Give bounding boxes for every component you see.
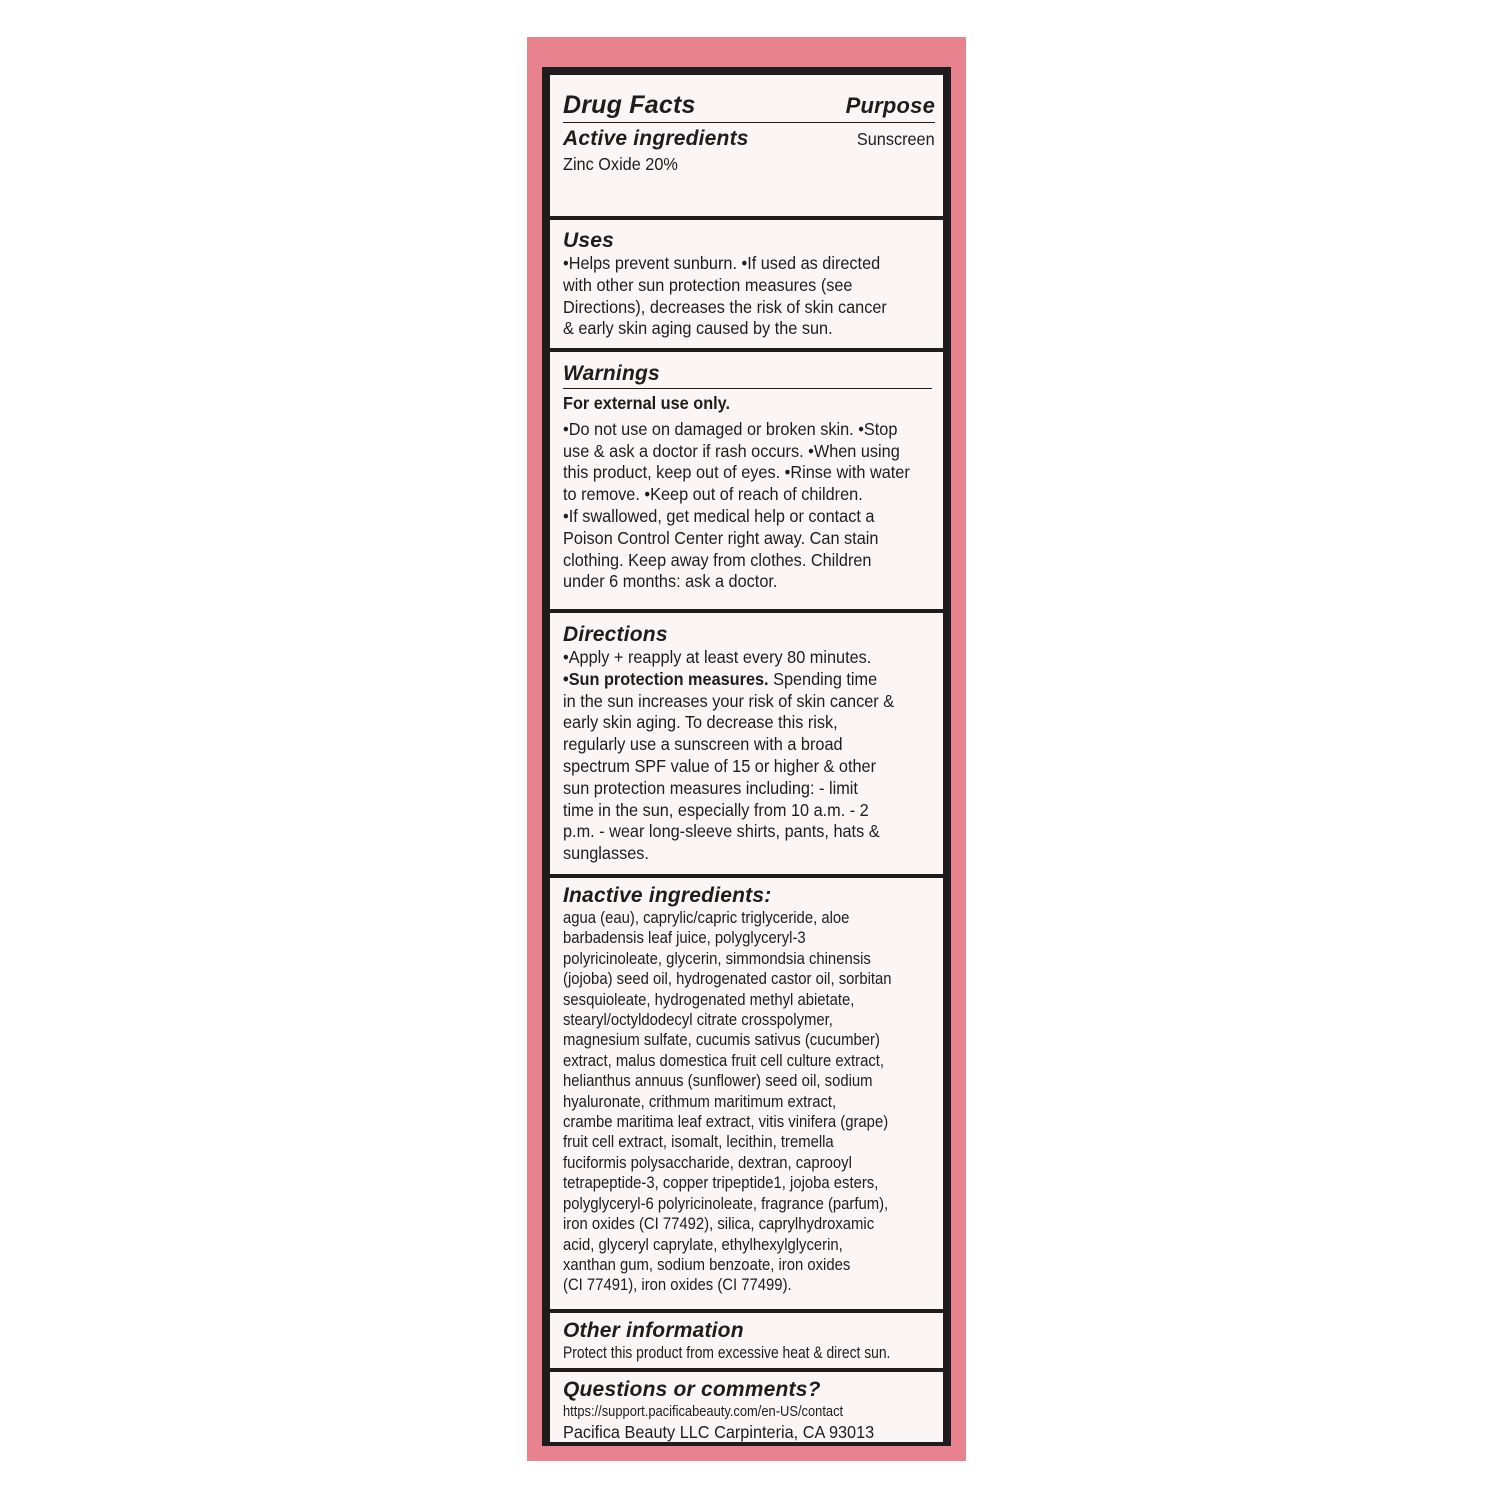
directions-line: time in the sun, especially from 10 a.m. - 2 [563, 799, 869, 820]
warnings-line: Poison Control Center right away. Can stain [563, 527, 879, 548]
inactive-line: polyricinoleate, glycerin, simmondsia chinensis [563, 949, 871, 968]
uses-heading: Uses [563, 229, 615, 252]
inactive-line: hyaluronate, crithmum maritimum extract, [563, 1092, 837, 1111]
directions-line: early skin aging. To decrease this risk, [563, 712, 838, 733]
inactive-ingredients-section [550, 878, 943, 1309]
sun-protection-lead: •Sun protection measures. [563, 668, 769, 689]
warnings-line: under 6 months: ask a doctor. [563, 571, 778, 592]
directions-line-rest: Spending time [768, 668, 878, 689]
uses-line: •Helps prevent sunburn. •If used as directed [563, 253, 881, 273]
inactive-line: tetrapeptide-3, copper tripeptide1, jojoba esters, [563, 1174, 879, 1193]
active-ingredients-row [563, 127, 935, 151]
directions-line: sun protection measures including: - limit [563, 777, 858, 798]
inactive-line: fuciformis polysaccharide, dextran, caprooyl [563, 1153, 852, 1172]
other-information-text: Protect this product from excessive heat & direct sun. [563, 1344, 891, 1362]
inactive-line: helianthus annuus (sunflower) seed oil, sodium [563, 1072, 873, 1091]
active-ingredients-heading: Active ingredients [563, 127, 749, 150]
active-purpose: Sunscreen [857, 129, 935, 149]
drug-facts-title: Drug Facts [563, 91, 696, 119]
header-rule [563, 122, 935, 123]
purpose-label: Purpose [845, 93, 935, 118]
inactive-line: (CI 77491), iron oxides (CI 77499). [563, 1276, 792, 1295]
inactive-line: fruit cell extract, isomalt, lecithin, tremella [563, 1133, 834, 1152]
drug-facts-section [550, 75, 943, 216]
warnings-line: clothing. Keep away from clothes. Children [563, 549, 872, 570]
warnings-line: use & ask a doctor if rash occurs. •When using [563, 440, 900, 461]
directions-line: regularly use a sunscreen with a broad [563, 734, 843, 755]
questions-section [550, 1372, 943, 1442]
inactive-line: sesquioleate, hydrogenated methyl abietate, [563, 990, 855, 1009]
directions-line: sunglasses. [563, 843, 649, 864]
directions-heading: Directions [563, 623, 668, 646]
external-use-note: For external use only. [563, 393, 731, 413]
questions-heading: Questions or comments? [563, 1378, 821, 1401]
directions-section [550, 613, 943, 874]
inactive-line: iron oxides (CI 77492), silica, caprylhydroxamic [563, 1215, 875, 1234]
uses-line: with other sun protection measures (see [563, 274, 853, 295]
directions-line: spectrum SPF value of 15 or higher & other [563, 755, 877, 776]
uses-line: & early skin aging caused by the sun. [563, 318, 833, 339]
warnings-line: this product, keep out of eyes. •Rinse with water [563, 462, 910, 483]
inactive-line: crambe maritima leaf extract, vitis vinifera (grape) [563, 1113, 889, 1132]
inactive-line: agua (eau), caprylic/capric triglyceride, aloe [563, 909, 850, 927]
drug-facts-panel [542, 67, 951, 1446]
inactive-line: magnesium sulfate, cucumis sativus (cucumber) [563, 1031, 880, 1050]
warnings-text [563, 419, 940, 593]
warnings-heading: Warnings [563, 362, 660, 385]
warnings-line: to remove. •Keep out of reach of children. [563, 484, 863, 505]
inactive-line: xanthan gum, sodium benzoate, iron oxides [563, 1255, 851, 1274]
other-information-section [550, 1313, 943, 1368]
active-ingredient: Zinc Oxide 20% [563, 154, 678, 174]
drug-facts-header-row [563, 90, 935, 120]
directions-line [563, 669, 940, 691]
inactive-line: polyglyceryl-6 polyricinoleate, fragrance (parfum), [563, 1194, 889, 1213]
inactive-ingredients-heading: Inactive ingredients: [563, 884, 772, 907]
inactive-line: stearyl/octyldodecyl citrate crosspolymer, [563, 1011, 833, 1030]
directions-line: •Apply + reapply at least every 80 minutes. [563, 647, 872, 667]
warnings-rule [563, 388, 932, 389]
directions-text [563, 647, 940, 865]
uses-text [563, 253, 940, 340]
directions-line: in the sun increases your risk of skin cancer & [563, 690, 895, 711]
other-information-heading: Other information [563, 1319, 744, 1342]
inactive-line: acid, glyceryl caprylate, ethylhexylglycerin, [563, 1235, 843, 1254]
support-url: https://support.pacificabeauty.com/en-US/contact [563, 1403, 844, 1420]
uses-line: Directions), decreases the risk of skin cancer [563, 296, 887, 317]
directions-line: p.m. - wear long-sleeve shirts, pants, hats & [563, 821, 880, 842]
warnings-line: •Do not use on damaged or broken skin. •Stop [563, 418, 898, 439]
company-address: Pacifica Beauty LLC Carpinteria, CA 93013 [563, 1422, 875, 1442]
inactive-ingredients-text [563, 908, 934, 1296]
inactive-line: (jojoba) seed oil, hydrogenated castor oil, sorbitan [563, 970, 892, 989]
inactive-line: barbadensis leaf juice, polyglyceryl-3 [563, 929, 806, 948]
product-box-side [527, 37, 966, 1461]
warnings-section [550, 352, 943, 609]
warnings-line: •If swallowed, get medical help or contact a [563, 505, 875, 526]
inactive-line: extract, malus domestica fruit cell culture extract, [563, 1051, 885, 1070]
uses-section [550, 220, 943, 348]
